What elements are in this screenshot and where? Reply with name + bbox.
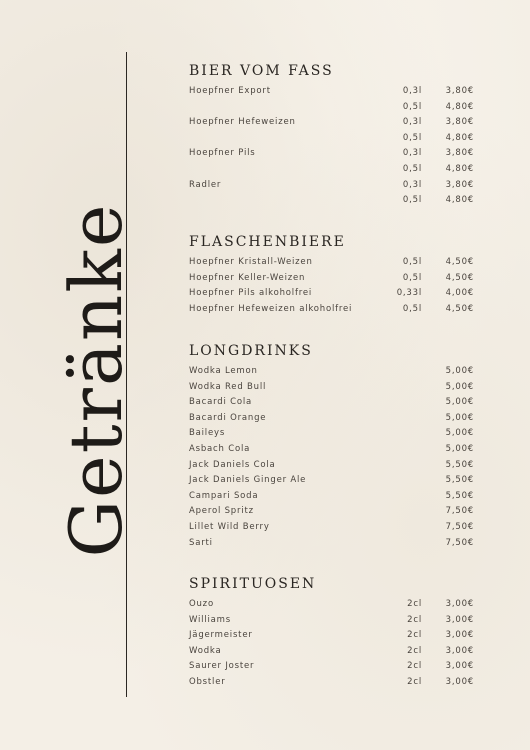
menu-item-row — [189, 146, 474, 162]
item-price: 3,00€ — [445, 661, 474, 672]
item-size: 2cl — [407, 645, 422, 656]
item-price: 5,50€ — [445, 475, 474, 486]
menu-item-row — [189, 193, 474, 209]
item-size: 0,3l — [402, 117, 422, 128]
item-size: 0,5l — [402, 257, 422, 267]
item-name: Campari Soda — [189, 490, 259, 501]
item-price: 3,00€ — [445, 614, 474, 625]
item-name: Hoepfner Pils — [189, 148, 256, 159]
menu-item-row — [189, 675, 474, 691]
item-price: 4,50€ — [445, 257, 474, 267]
section-title: SPIRITUOSEN — [189, 576, 317, 592]
item-name: Sarti — [189, 537, 213, 548]
section-title: FLASCHENBIERE — [189, 234, 346, 250]
section-longdrinks — [189, 342, 474, 551]
item-name: Jack Daniels Cola — [189, 459, 276, 470]
item-size: 0,5l — [402, 163, 422, 174]
item-price: 3,80€ — [445, 86, 474, 96]
item-size: 0,5l — [402, 272, 422, 283]
item-name: Bacardi Orange — [189, 412, 267, 423]
item-name: Obstler — [189, 676, 226, 687]
item-name: Baileys — [189, 428, 226, 439]
section-title: BIER VOM FASS — [189, 63, 334, 79]
item-price: 3,80€ — [445, 148, 474, 159]
item-price: 5,00€ — [445, 428, 474, 439]
item-price: 3,00€ — [445, 630, 474, 641]
item-price: 3,80€ — [445, 179, 474, 190]
item-name: Wodka Lemon — [189, 366, 258, 376]
menu-item-row — [189, 473, 474, 489]
item-price: 3,00€ — [445, 676, 474, 687]
menu-item-row — [189, 364, 474, 380]
item-price: 5,50€ — [445, 459, 474, 470]
menu-item-row — [189, 426, 474, 442]
menu-item-row — [189, 302, 474, 318]
item-price: 5,50€ — [445, 490, 474, 501]
item-name: Lillet Wild Berry — [189, 521, 270, 532]
item-price: 4,00€ — [445, 288, 474, 299]
item-size: 2cl — [407, 614, 422, 625]
menu-item-row — [189, 115, 474, 131]
menu-item-row — [189, 380, 474, 396]
item-name: Hoepfner Pils alkoholfrei — [189, 288, 313, 299]
menu-item-row — [189, 520, 474, 536]
item-price: 7,50€ — [445, 537, 474, 548]
menu-item-row — [189, 411, 474, 427]
item-name: Asbach Cola — [189, 443, 251, 454]
menu-item-row — [189, 659, 474, 675]
item-price: 3,80€ — [445, 117, 474, 128]
menu-item-row — [189, 100, 474, 116]
item-name: Hoepfner Export — [189, 86, 271, 96]
item-price: 5,00€ — [445, 397, 474, 408]
menu-item-row — [189, 255, 474, 271]
item-size: 2cl — [407, 661, 422, 672]
item-size: 0,3l — [402, 86, 422, 96]
menu-item-row — [189, 489, 474, 505]
item-price: 4,50€ — [445, 303, 474, 314]
item-name: Hoepfner Kristall-Weizen — [189, 257, 313, 267]
item-size: 0,5l — [402, 303, 422, 314]
item-price: 5,00€ — [445, 366, 474, 376]
item-size: 0,3l — [402, 179, 422, 190]
item-name: Hoepfner Hefeweizen alkoholfrei — [189, 303, 353, 314]
item-name: Saurer Joster — [189, 661, 255, 672]
section-spirituosen — [189, 575, 474, 691]
item-size: 2cl — [407, 630, 422, 641]
menu-item-row — [189, 442, 474, 458]
item-size: 0,5l — [402, 101, 422, 112]
item-name: Bacardi Cola — [189, 397, 253, 408]
item-size: 0,5l — [402, 195, 422, 206]
menu-item-row — [189, 597, 474, 613]
item-name: Aperol Spritz — [189, 506, 254, 517]
menu-item-row — [189, 162, 474, 178]
item-price: 4,50€ — [445, 272, 474, 283]
item-price: 3,00€ — [445, 599, 474, 609]
menu-item-row — [189, 395, 474, 411]
item-price: 4,80€ — [445, 163, 474, 174]
menu-item-row — [189, 286, 474, 302]
item-price: 5,00€ — [445, 412, 474, 423]
item-name: Ouzo — [189, 599, 214, 609]
item-size: 0,3l — [402, 148, 422, 159]
item-name: Radler — [189, 179, 222, 190]
section-title: LONGDRINKS — [189, 343, 313, 359]
item-price: 7,50€ — [445, 506, 474, 517]
section-flaschenbiere — [189, 233, 474, 317]
item-name: Jägermeister — [189, 630, 253, 641]
item-price: 7,50€ — [445, 521, 474, 532]
page-title: Getränke — [54, 202, 138, 558]
menu-item-row — [189, 628, 474, 644]
menu-item-row — [189, 271, 474, 287]
menu-item-row — [189, 613, 474, 629]
item-size: 2cl — [407, 599, 422, 609]
item-name: Wodka Red Bull — [189, 381, 267, 392]
item-price: 3,00€ — [445, 645, 474, 656]
item-size: 0,5l — [402, 132, 422, 143]
menu-item-row — [189, 458, 474, 474]
item-name: Hoepfner Keller-Weizen — [189, 272, 306, 283]
menu-item-row — [189, 644, 474, 660]
item-price: 5,00€ — [445, 443, 474, 454]
item-price: 4,80€ — [445, 195, 474, 206]
item-name: Jack Daniels Ginger Ale — [189, 475, 307, 486]
menu-item-row — [189, 536, 474, 552]
item-size: 0,33l — [396, 288, 422, 299]
item-name: Wodka — [189, 645, 222, 656]
item-price: 5,00€ — [445, 381, 474, 392]
item-name: Williams — [189, 614, 231, 625]
item-size: 2cl — [407, 676, 422, 687]
menu-item-row — [189, 504, 474, 520]
section-bier-vom-fass — [189, 62, 474, 209]
menu-item-row — [189, 84, 474, 100]
item-price: 4,80€ — [445, 101, 474, 112]
item-name: Hoepfner Hefeweizen — [189, 117, 296, 128]
menu-item-row — [189, 178, 474, 194]
item-price: 4,80€ — [445, 132, 474, 143]
menu-item-row — [189, 131, 474, 147]
